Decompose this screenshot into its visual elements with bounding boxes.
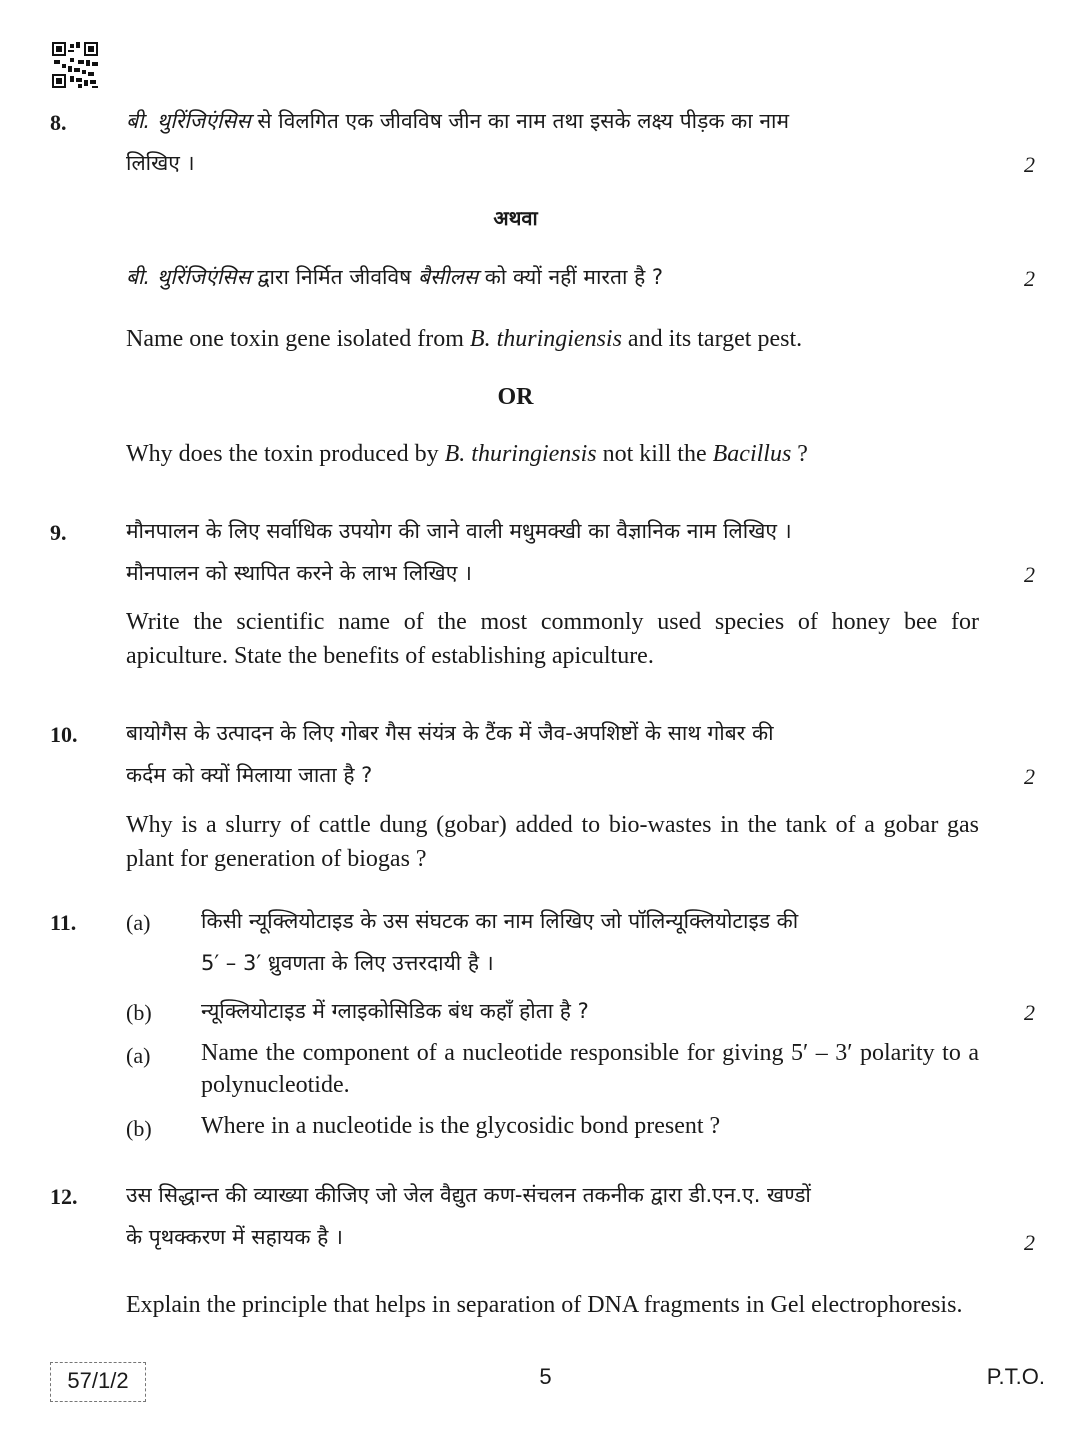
page-number: 5 bbox=[539, 1364, 552, 1389]
q11-a-hindi-line2: 5′ – 3′ ध्रुवणता के लिए उत्तरदायी है । bbox=[201, 951, 494, 975]
q9-hindi-line2: मौनपालन को स्थापित करने के लाभ लिखिए । bbox=[126, 561, 472, 585]
q8-english-b-italic2: Bacillus bbox=[712, 441, 792, 467]
q8-english-b-italic1: B. thuringiensis bbox=[444, 441, 597, 467]
q12-marks: 2 bbox=[1024, 1230, 1035, 1255]
q8-english-b bbox=[126, 437, 979, 471]
q8-english-b-pre: Why does the toxin produced by bbox=[126, 441, 445, 467]
q8-english-a-post: and its target pest. bbox=[621, 326, 803, 352]
q8-english-b-mid: not kill the bbox=[596, 441, 713, 467]
q8-hindi-line2: लिखिए । bbox=[126, 151, 195, 175]
q11-b-label-english: (b) bbox=[126, 1116, 152, 1141]
q11-marks: 2 bbox=[1024, 1000, 1035, 1025]
q8-or-english-heading: OR bbox=[497, 384, 534, 410]
q12-english: Explain the principle that helps in separation of DNA fragments in Gel electrophoresis. bbox=[126, 1292, 963, 1318]
q8-alt-hindi-italic2: बैसीलस bbox=[417, 265, 479, 289]
q8-marks-a: 2 bbox=[1024, 152, 1035, 177]
q8-english-a-pre: Name one toxin gene isolated from bbox=[126, 326, 470, 352]
q10-hindi-text bbox=[126, 712, 979, 796]
q11-a-hindi-line1: किसी न्यूक्लियोटाइड के उस संघटक का नाम लिखिए जो पॉलिन्यूक्लियोटाइड की bbox=[201, 909, 799, 933]
q12-hindi-line2: के पृथक्करण में सहायक है । bbox=[126, 1225, 343, 1249]
q10-hindi-line2: कर्दम को क्यों मिलाया जाता है ? bbox=[126, 763, 373, 787]
paper-code: 57/1/2 bbox=[67, 1368, 129, 1393]
q10-english: Why is a slurry of cattle dung (gobar) added to bio-wastes in the tank of a gobar gas plant for generation of biogas ? bbox=[126, 812, 979, 872]
q8-alt-hindi-end: को क्यों नहीं मारता है ? bbox=[478, 265, 664, 289]
q8-alt-hindi-mid: द्वारा निर्मित जीवविष bbox=[250, 265, 418, 289]
question-number-10: 10. bbox=[50, 722, 78, 747]
q12-hindi-line1: उस सिद्धान्त की व्याख्या कीजिए जो जेल वैद्युत कण-संचलन तकनीक द्वारा डी.एन.ए. खण्डों bbox=[126, 1183, 811, 1207]
q9-hindi-text bbox=[126, 510, 979, 594]
q8-hindi-italic: बी. थुरिंजिएंसिस bbox=[126, 109, 251, 133]
q11-a-label-hindi: (a) bbox=[126, 910, 151, 935]
q8-hindi-line1: से विलगित एक जीवविष जीन का नाम तथा इसके लक्ष्य पीड़क का नाम bbox=[250, 109, 790, 133]
q9-hindi-line1: मौनपालन के लिए सर्वाधिक उपयोग की जाने वाली मधुमक्खी का वैज्ञानिक नाम लिखिए । bbox=[126, 519, 792, 543]
q11-a-label-english: (a) bbox=[126, 1043, 151, 1068]
q12-hindi-text bbox=[126, 1174, 979, 1258]
q10-hindi-line1: बायोगैस के उत्पादन के लिए गोबर गैस संयंत्र के टैंक में जैव-अपशिष्टों के साथ गोबर की bbox=[126, 721, 774, 745]
q9-english: Write the scientific name of the most commonly used species of honey bee for apiculture. State the benefits of establishing apiculture. bbox=[126, 609, 979, 669]
question-number-11: 11. bbox=[50, 910, 77, 935]
q11-b-english: Where in a nucleotide is the glycosidic bond present ? bbox=[201, 1113, 721, 1139]
q8-or-hindi-heading: अथवा bbox=[493, 206, 538, 230]
q11-b-hindi-text: न्यूक्लियोटाइड में ग्लाइकोसिडिक बंध कहाँ होता है ? bbox=[201, 999, 589, 1023]
qr-code-icon bbox=[52, 42, 98, 88]
q8-hindi-text bbox=[126, 100, 979, 184]
question-number-12: 12. bbox=[50, 1184, 78, 1209]
q8-english-a-italic: B. thuringiensis bbox=[469, 326, 622, 352]
q11-a-english: Name the component of a nucleotide responsible for giving 5′ – 3′ polarity to a polynucleotide. bbox=[201, 1040, 979, 1098]
q11-b-label-hindi: (b) bbox=[126, 1000, 152, 1025]
question-number-8: 8. bbox=[50, 110, 67, 135]
q8-alt-hindi-text bbox=[126, 256, 979, 298]
q11-a-hindi-text bbox=[201, 900, 979, 984]
q8-alt-hindi-italic1: बी. थुरिंजिएंसिस bbox=[126, 265, 251, 289]
q8-english-a bbox=[126, 322, 979, 356]
q8-marks-b: 2 bbox=[1024, 266, 1035, 291]
q8-english-b-post: ? bbox=[791, 441, 808, 467]
q9-marks: 2 bbox=[1024, 562, 1035, 587]
pto-label: P.T.O. bbox=[986, 1364, 1045, 1389]
q10-marks: 2 bbox=[1024, 764, 1035, 789]
question-number-9: 9. bbox=[50, 520, 67, 545]
